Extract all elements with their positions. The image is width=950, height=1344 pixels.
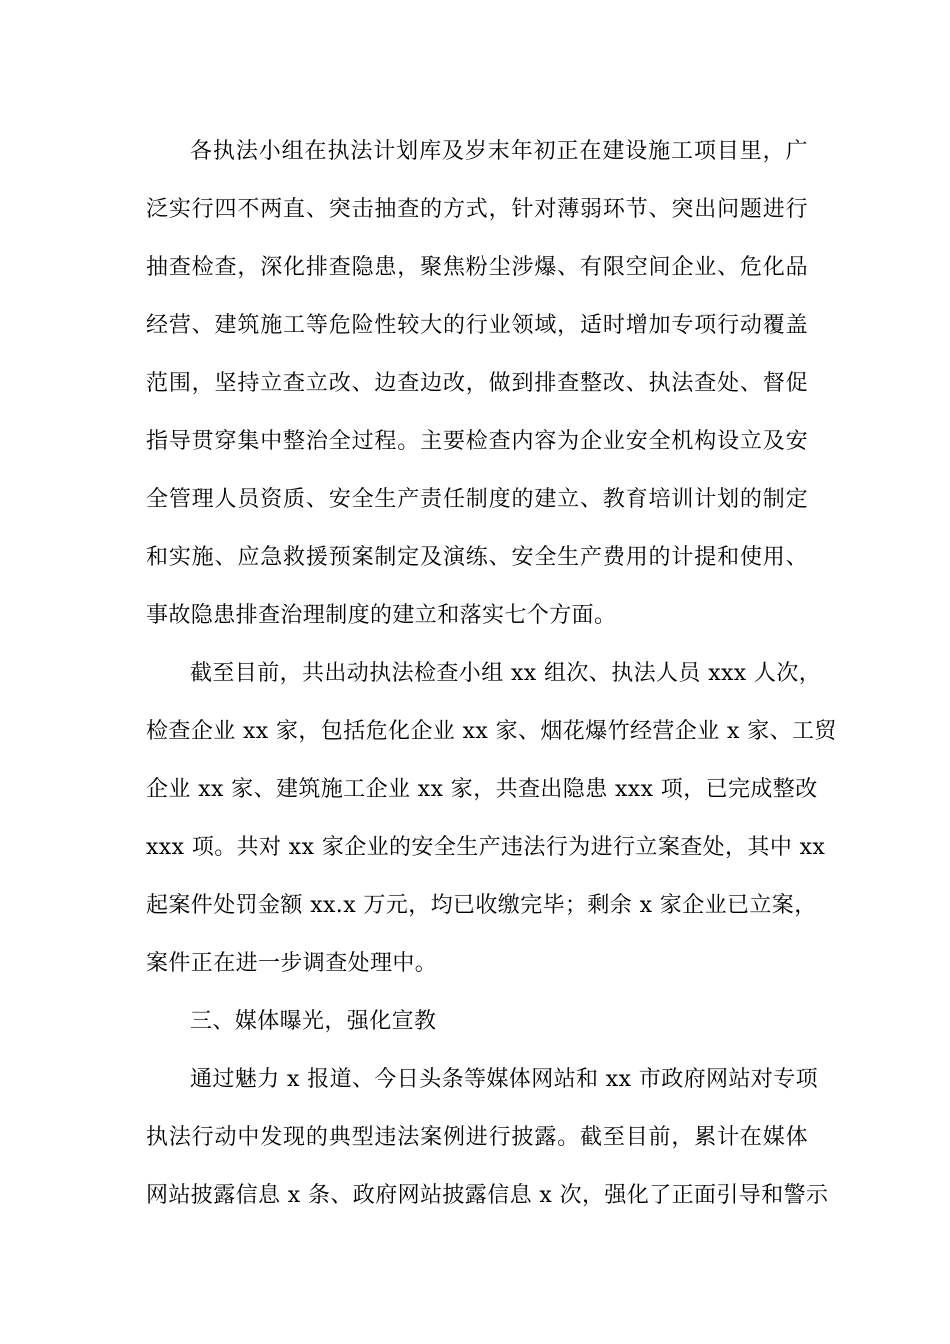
paragraph-3-line-3: 网站披露信息 x 条、政府网站披露信息 x 次，强化了正面引导和警示: [146, 1183, 829, 1208]
paragraph-2-line-3: 企业 xx 家、建筑施工企业 xx 家，共查出隐患 xxx 项，已完成整改: [146, 777, 818, 802]
paragraph-1-line-8: 和实施、应急救援预案制定及演练、安全生产费用的计提和使用、: [146, 545, 808, 570]
paragraph-2-line-2: 检查企业 xx 家，包括危化企业 xx 家、烟花爆竹经营企业 x 家、工贸: [146, 719, 837, 744]
paragraph-1-line-2: 泛实行四不两直、突击抽查的方式，针对薄弱环节、突出问题进行: [146, 197, 808, 222]
section-heading: 三、媒体曝光，强化宣教: [190, 1009, 437, 1034]
paragraph-1-line-5: 范围，坚持立查立改、边查边改，做到排查整改、执法查处、督促: [146, 371, 808, 396]
paragraph-1-line-4: 经营、建筑施工等危险性较大的行业领域，适时增加专项行动覆盖: [146, 313, 808, 338]
paragraph-2-line-4: xxx 项。共对 xx 家企业的安全生产违法行为进行立案查处，其中 xx: [146, 835, 826, 860]
paragraph-2-line-5: 起案件处罚金额 xx.x 万元，均已收缴完毕；剩余 x 家企业已立案，: [146, 893, 817, 918]
paragraph-1-line-6: 指导贯穿集中整治全过程。主要检查内容为企业安全机构设立及安: [146, 429, 808, 454]
paragraph-3-line-2: 执法行动中发现的典型违法案例进行披露。截至目前，累计在媒体: [146, 1125, 808, 1150]
paragraph-1-line-1: 各执法小组在执法计划库及岁末年初正在建设施工项目里，广: [190, 139, 808, 164]
paragraph-3-line-1: 通过魅力 x 报道、今日头条等媒体网站和 xx 市政府网站对专项: [190, 1067, 818, 1092]
paragraph-1-line-7: 全管理人员资质、安全生产责任制度的建立、教育培训计划的制定: [146, 487, 808, 512]
paragraph-1-line-9: 事故隐患排查治理制度的建立和落实七个方面。: [146, 603, 617, 628]
paragraph-2-line-1: 截至目前，共出动执法检查小组 xx 组次、执法人员 xxx 人次，: [190, 661, 822, 686]
paragraph-2-line-6: 案件正在进一步调查处理中。: [146, 951, 438, 976]
paragraph-1-line-3: 抽查检查，深化排查隐患，聚焦粉尘涉爆、有限空间企业、危化品: [146, 255, 808, 280]
